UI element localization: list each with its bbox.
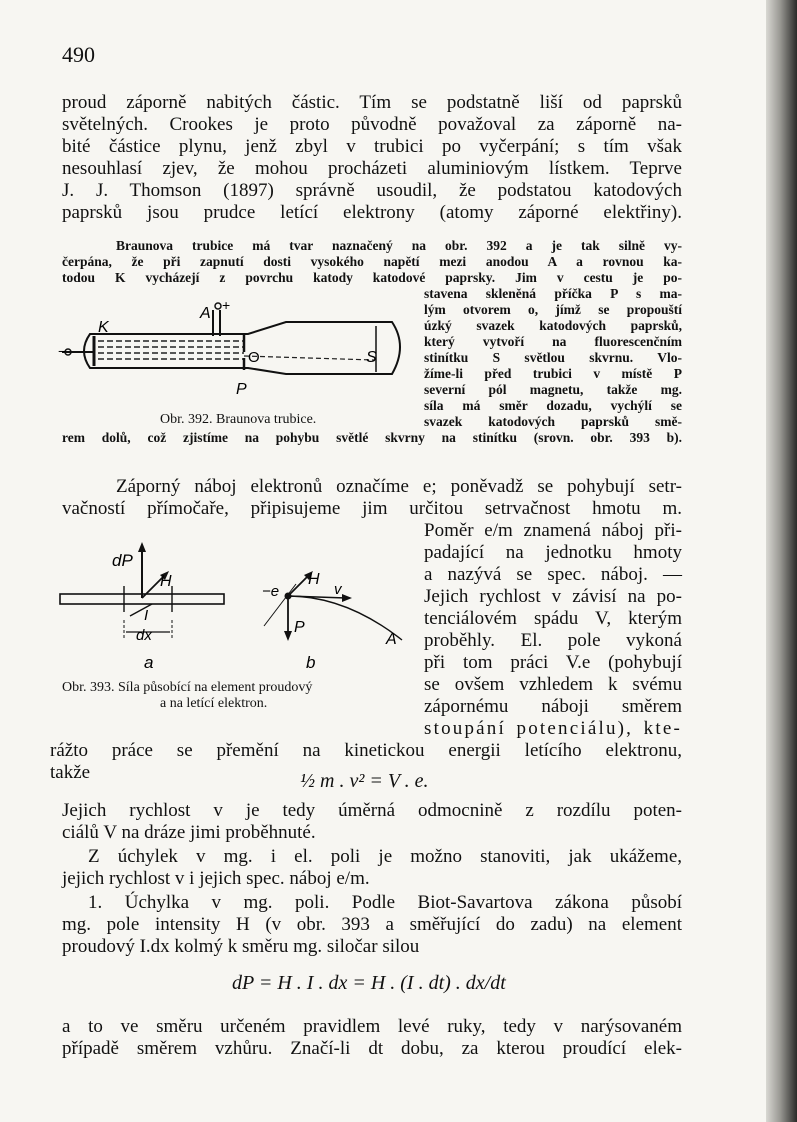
equation-kinetic-energy: ½ m . v² = V . e. <box>300 770 429 792</box>
label-e: −e <box>262 583 280 600</box>
paragraph-line: jejich rychlost v i jejich spec. náboj e/m. <box>62 868 370 889</box>
label-dx: dx <box>136 627 152 644</box>
paragraph-line: Záporný náboj elektronů označíme e; poněvadž se pohybují setr- <box>116 476 682 497</box>
figure-392-caption: Obr. 392. Braunova trubice. <box>160 412 317 427</box>
small-text-line: svazek katodových paprsků smě- <box>424 414 682 429</box>
figure-393-caption: a na letící elektron. <box>160 696 268 711</box>
label-v: v <box>334 581 342 598</box>
paragraph-line: proudový I.dx kolmý k směru mg. siločar silou <box>62 936 420 957</box>
paragraph-line: paprsků jsou prudce letící elektrony (atomy záporné elektřiny). <box>62 202 682 223</box>
paragraph-line: zápornému náboji směrem <box>424 696 682 717</box>
figure-393-caption: Obr. 393. Síla působící na element proudový <box>62 680 313 695</box>
label-I: I <box>144 607 149 624</box>
label-P: P <box>236 381 247 398</box>
paragraph-line: Jejich rychlost v závisí na po- <box>424 586 682 607</box>
small-text-line: Braunova trubice má tvar naznačený na obr. 392 a je tak silně vy- <box>116 238 682 253</box>
paragraph-line: a nazývá se spec. náboj. — <box>424 564 682 585</box>
page-number: 490 <box>62 42 95 67</box>
paragraph-line: Z úchylek v mg. i el. poli je možno stanoviti, jak ukážeme, <box>88 846 682 867</box>
small-text-line: čerpána, že při zapnutí dosti vysokého napětí mezi anodou A a rovnou ka- <box>62 254 682 269</box>
figure-392-braun-tube <box>58 296 410 414</box>
paragraph-line: mg. pole intensity H (v obr. 393 a směřující do zadu) na element <box>62 914 682 935</box>
book-binding-shadow <box>766 0 797 1122</box>
paragraph-line: Poměr e/m znamená náboj při- <box>424 520 682 541</box>
paragraph-line: vačností přímočaře, připisujeme jim určitou setrvačnost hmotu m. <box>62 498 682 519</box>
paragraph-line: proud záporně nabitých částic. Tím se podstatně liší od paprsků <box>62 92 682 113</box>
paragraph-line: 1. Úchylka v mg. poli. Podle Biot-Savartova zákona působí <box>88 892 682 913</box>
small-text-line: úzký svazek katodových paprsků, <box>424 318 682 333</box>
paragraph-line: proběhly. El. pole vykoná <box>424 630 682 651</box>
label-H2: H <box>308 571 320 588</box>
label-A: A <box>200 305 211 322</box>
small-text-line: stinítku S světlou skvrnu. Vlo- <box>424 350 682 365</box>
label-a: a <box>144 653 154 672</box>
label-K: K <box>98 319 109 336</box>
label-O: O <box>248 349 260 366</box>
equation-force: dP = H . I . dx = H . (I . dt) . dx/dt <box>232 972 506 994</box>
paragraph-line: Jejich rychlost v je tedy úměrná odmocnině z rozdílu poten- <box>62 800 682 821</box>
paragraph-line: případě směrem vzhůru. Značí-li dt dobu, za kterou proudící elek- <box>62 1038 682 1059</box>
label-P: P <box>294 619 305 636</box>
small-text-line: severní pól magnetu, takže mg. <box>424 382 682 397</box>
paragraph-line: takže <box>50 762 91 783</box>
paragraph-line: bité částice plynu, jenž zbyl v trubici po vyčerpání; s tím však <box>62 136 682 157</box>
small-text-line: síla má směr dozadu, vychýlí se <box>424 398 682 413</box>
paragraph-line: padající na jednotku hmoty <box>424 542 682 563</box>
paragraph-line: ciálů V na dráze jimi proběhnuté. <box>62 822 316 843</box>
paragraph-line: rážto práce se přemění na kinetickou energii letícího elektronu, <box>50 740 682 761</box>
paragraph-line: se ovšem vzhledem k svému <box>424 674 682 695</box>
paragraph-line: a to ve směru určeném pravidlem levé ruky, tedy v narýsovaném <box>62 1016 682 1037</box>
paragraph-line: J. J. Thomson (1897) správně usoudil, že podstatou katodových <box>62 180 682 201</box>
small-text-line: lým otvorem o, jímž se propouští <box>424 302 682 317</box>
label-dP: dP <box>112 551 133 570</box>
label-A: A <box>386 631 397 648</box>
paragraph-line: při tom práci V.e (pohybují <box>424 652 682 673</box>
label-H: H <box>160 573 172 590</box>
small-text-line: stavena skleněná příčka P s ma- <box>424 286 682 301</box>
paragraph-line: tenciálovém spádu V, kterým <box>424 608 682 629</box>
small-text-line: který vytvoří na fluorescenčním <box>424 334 682 349</box>
small-text-line: žíme-li před trubici v místě P <box>424 366 682 381</box>
label-S: S <box>366 349 377 366</box>
label-plus: + <box>222 297 231 313</box>
label-b: b <box>306 653 316 672</box>
label-minus: − <box>58 343 67 359</box>
small-text-line: todou K vycházejí z povrchu katody katodové paprsky. Jim v cestu je po- <box>62 270 682 285</box>
small-text-line: rem dolů, což zjistíme na pohybu světlé skvrny na stinítku (srovn. obr. 393 b). <box>62 430 682 445</box>
paragraph-line: stoupání potenciálu), kte- <box>424 718 682 739</box>
paragraph-line: nesouhlasí zjev, že mohou procházeti aluminiovým lístkem. Teprve <box>62 158 682 179</box>
paragraph-line: světelných. Crookes je proto původně považoval za záporně na- <box>62 114 682 135</box>
figure-393-force-diagram <box>56 540 408 678</box>
